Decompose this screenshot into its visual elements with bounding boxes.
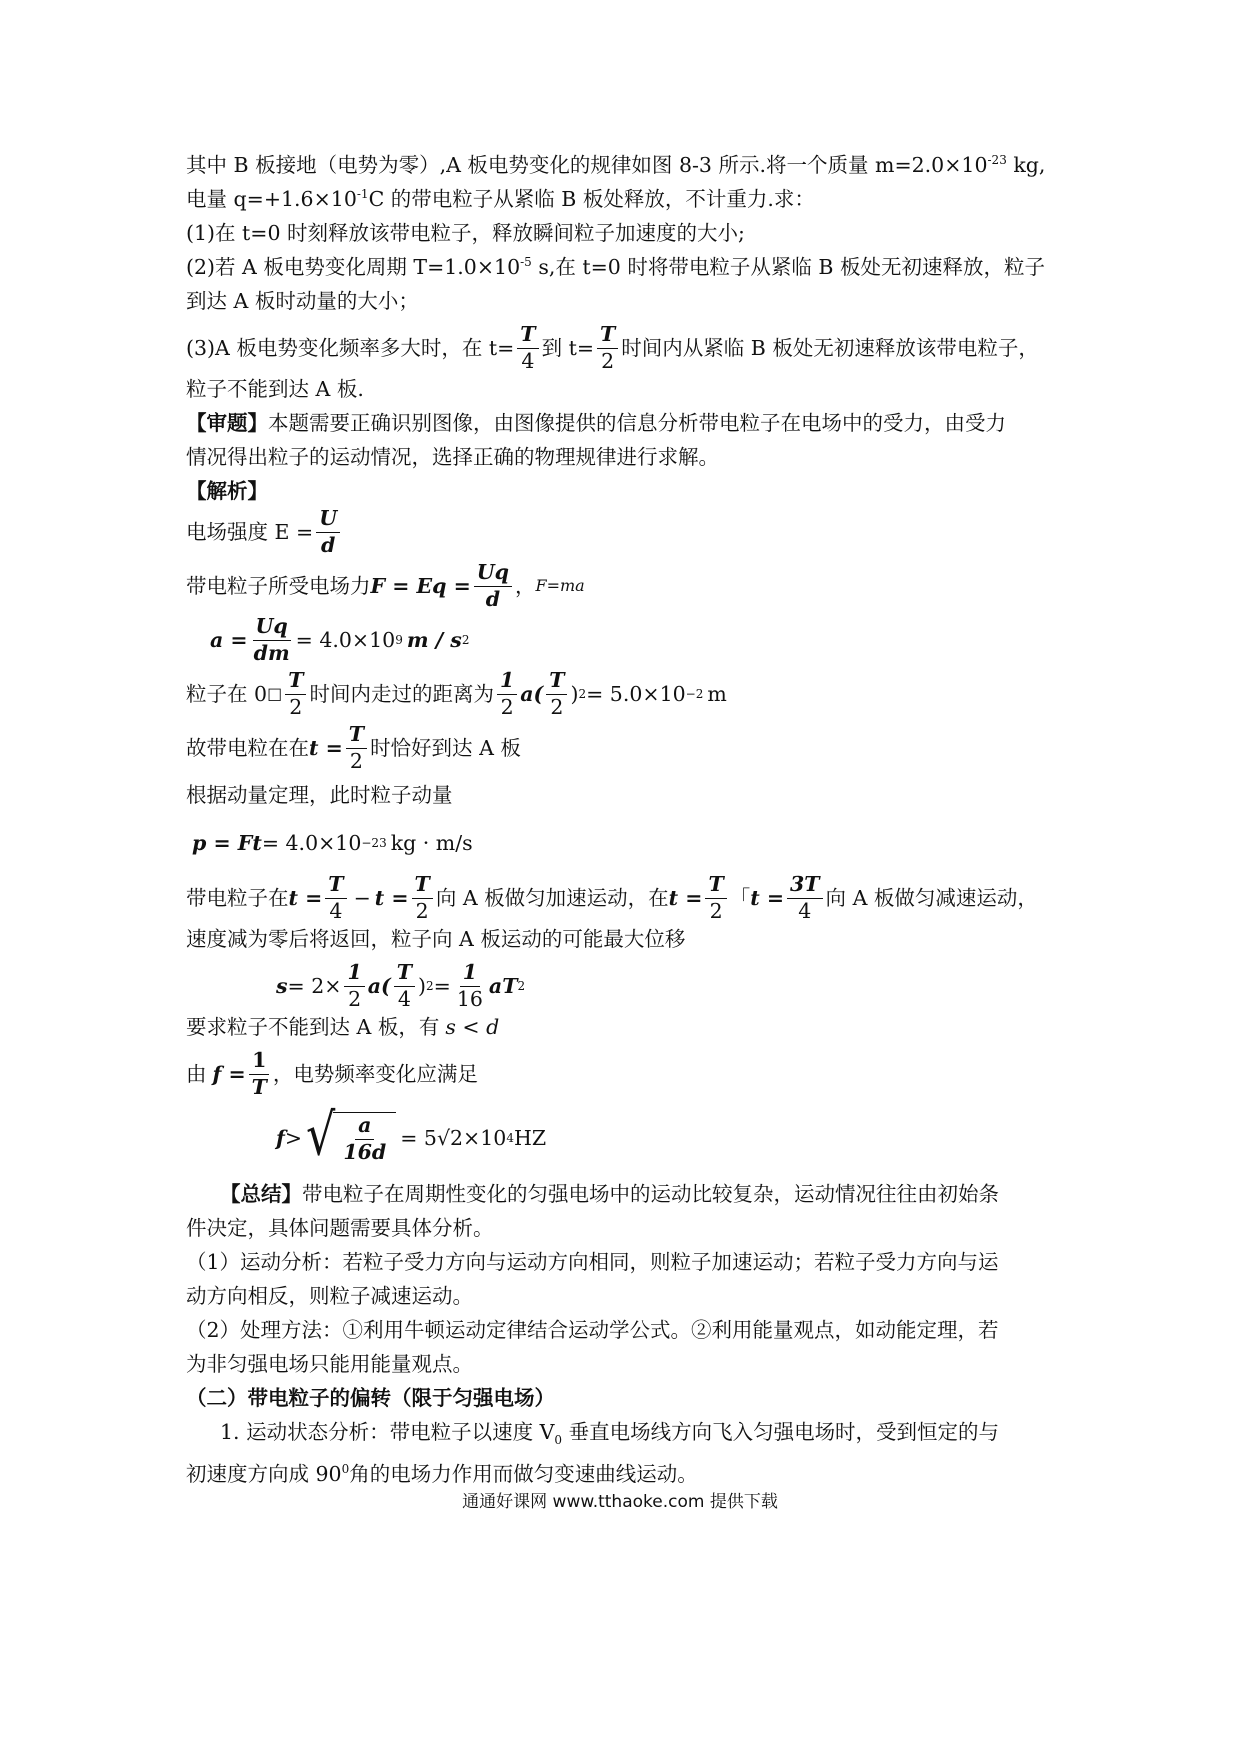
text: 电量 q=+1.6×10 (186, 187, 357, 211)
zongjie-paragraph (186, 1177, 1056, 1211)
math: t = (750, 886, 785, 911)
summary-point-1: （1）运动分析：若粒子受力方向与运动方向相同，则粒子加速运动；若粒子受力方向与运 (186, 1250, 999, 1275)
numerator: T (517, 324, 538, 349)
denominator: d (320, 532, 336, 557)
text: (2)若 A 板电势变化周期 T=1.0×10 (186, 255, 521, 279)
numerator: 3T (787, 874, 823, 899)
equation-f (186, 1050, 1056, 1098)
text: 电场强度 E = (186, 520, 314, 545)
numerator: U (316, 508, 340, 533)
math: ) (417, 974, 426, 999)
missing-glyph: □ (267, 684, 283, 704)
unit: m (707, 682, 727, 707)
text: = 5.0×10 (586, 682, 686, 707)
text: 到 t= (541, 336, 594, 361)
text: 带电粒子在周期性变化的匀强电场中的运动比较复杂，运动情况往往由初始条 (302, 1182, 999, 1207)
shenti-paragraph-cont: 情况得出粒子的运动情况，选择正确的物理规律进行求解。 (186, 445, 719, 470)
math: t = (309, 736, 343, 761)
text: 本题需要正确识别图像，由图像提供的信息分析带电粒子在电场中的受力，由受力 (268, 411, 1006, 436)
equation-frequency: f > √ $\frac{a}{16d}$ = 5√2×10 4 HZ (276, 1100, 547, 1169)
math: f = (212, 1062, 246, 1087)
math: a( (520, 682, 544, 707)
math: aT (488, 974, 518, 999)
denominator: 2 (349, 748, 363, 773)
question-2 (186, 250, 1056, 284)
numerator: 1 (497, 670, 517, 695)
text: = 5√2×10 (400, 1125, 507, 1150)
denominator: 2 (601, 348, 615, 373)
math: s (276, 974, 288, 999)
fraction (340, 1115, 389, 1163)
denominator: dm (253, 640, 290, 665)
radical-sign: √ (306, 1100, 336, 1169)
denominator: 2 (415, 898, 429, 923)
exponent: -23 (987, 153, 1007, 168)
question-1: (1)在 t=0 时刻释放该带电粒子，释放瞬间粒子加速度的大小; (186, 221, 745, 245)
text: 时恰好到达 A 板 (370, 736, 521, 761)
math: a( (367, 974, 391, 999)
text: s,在 t=0 时将带电粒子从紧临 B 板处无初速释放，粒子 (531, 255, 1045, 279)
text: ，电势频率变化应满足 (272, 1062, 478, 1087)
equation-a: a = $\frac{Uq}{dm}$ = 4.0×10 9 m / s 2 (210, 614, 470, 665)
math: = 2× (287, 974, 342, 999)
math: f (276, 1125, 285, 1150)
equation-t (186, 724, 1056, 772)
math: > (284, 1125, 303, 1150)
numerator: T (394, 962, 415, 987)
fraction (285, 670, 306, 718)
math: t = (668, 886, 703, 911)
denominator: d (485, 586, 501, 611)
fraction (394, 962, 415, 1010)
text: 时间内从紧临 B 板处无初速释放该带电粒子， (621, 336, 1039, 361)
denominator: 16 (456, 986, 483, 1011)
math: t = (288, 886, 323, 911)
text: 垂直电场线方向飞入匀强电场时，受到恒定的与 (562, 1420, 1000, 1445)
subscript: 0 (554, 1433, 563, 1448)
text: = 4.0×10 (295, 628, 396, 653)
text: kg, (1006, 153, 1046, 177)
numerator: T (546, 670, 567, 695)
fraction (497, 670, 517, 718)
text: 故带电粒在在 (186, 736, 309, 761)
denominator: 4 (397, 986, 411, 1011)
numerator: a (355, 1115, 374, 1140)
numerator: T (346, 724, 367, 749)
text: 其中 B 板接地（电势为零）,A 板电势变化的规律如图 8-3 所示.将一个质量 m=2.0×10 (186, 153, 988, 177)
summary-point-1-cont: 动方向相反，则粒子减速运动。 (186, 1284, 473, 1309)
text: 1. 运动状态分析：带电粒子以速度 V (220, 1420, 555, 1445)
requirement-line (186, 1010, 1056, 1044)
denominator: T (251, 1074, 267, 1099)
numerator: T (597, 324, 618, 349)
page-footer: 通通好课网 www.tthaoke.com 提供下载 (462, 1492, 778, 1512)
fraction (705, 874, 726, 922)
denominator: 4 (521, 348, 535, 373)
math: s < d (445, 1015, 500, 1040)
math: t = (374, 886, 409, 911)
momentum-intro: 根据动量定理，此时粒子动量 (186, 783, 453, 808)
jiexi-label: 【解析】 (186, 479, 268, 504)
fraction (546, 670, 567, 718)
math: = (433, 974, 451, 999)
math: ) (570, 682, 579, 707)
exponent: -1 (356, 187, 369, 202)
text: (3)A 板电势变化频率多大时，在 t= (186, 336, 515, 361)
text: 粒子在 0 (186, 682, 268, 707)
numerator: 1 (344, 962, 364, 987)
fraction (597, 324, 618, 372)
fraction (787, 874, 823, 922)
equation-distance: 粒子在 0 □ $\frac{T}{2}$ 时间内走过的距离为 $\frac{1}{2}$ a( $\frac{T}{2}$ ) 2 = 5.0×10 −2 m (186, 668, 727, 719)
shenti-paragraph (186, 406, 1056, 440)
text: 时间内走过的距离为 (309, 682, 494, 707)
fraction (249, 1050, 270, 1098)
section-heading: （二）带电粒子的偏转（限于匀强电场） (186, 1386, 555, 1411)
text: 初速度方向成 90 (186, 1462, 342, 1487)
numerator: Uq (474, 562, 512, 587)
unit: kg · m/s (390, 831, 473, 856)
section-paragraph (186, 1415, 1056, 1457)
motion-description (186, 874, 1056, 922)
exponent: 0 (341, 1462, 350, 1477)
numerator: 1 (249, 1050, 269, 1075)
fraction (316, 508, 340, 556)
numerator: T (412, 874, 433, 899)
motion-description-cont: 速度减为零后将返回，粒子向 A 板运动的可能最大位移 (186, 927, 686, 952)
denominator: 2 (289, 694, 303, 719)
shenti-label: 【审题】 (186, 411, 268, 436)
question-3-cont: 粒子不能到达 A 板. (186, 377, 364, 402)
summary-point-2-cont: 为非匀强电场只能用能量观点。 (186, 1352, 473, 1377)
zongjie-paragraph-cont: 件决定，具体问题需要具体分析。 (186, 1216, 494, 1241)
fraction (454, 962, 486, 1010)
denominator: 16d (343, 1139, 387, 1164)
problem-line-1 (186, 148, 1056, 182)
radicand (333, 1112, 396, 1163)
fraction (251, 616, 293, 664)
math: 「 (729, 886, 751, 911)
document-body (186, 148, 1056, 1491)
numerator: 1 (460, 962, 480, 987)
equation-p: p = Ft = 4.0×10 −23 kg · m/s (186, 826, 1056, 860)
text: = 4.0×10 (261, 831, 362, 856)
numerator: T (285, 670, 306, 695)
text: 要求粒子不能到达 A 板，有 (186, 1015, 440, 1040)
text: 由 (186, 1062, 207, 1087)
text: C 的带电粒子从紧临 B 板处释放，不计重力.求： (368, 187, 815, 211)
zongjie-label: 【总结】 (220, 1182, 302, 1207)
math: a = (210, 628, 248, 653)
text: 带电粒子所受电场力 (186, 574, 371, 599)
exponent: -5 (520, 255, 532, 270)
text: 向 A 板做匀加速运动，在 (435, 886, 669, 911)
equation-s: s = 2× $\frac{1}{2}$ a( $\frac{T}{4}$ ) 2 = $\frac{1}{16}$ aT 2 (276, 960, 526, 1011)
problem-line-2 (186, 182, 1056, 216)
numerator: Uq (253, 616, 291, 641)
equation-F (186, 562, 1056, 610)
math: − (353, 886, 371, 911)
denominator: 2 (709, 898, 723, 923)
denominator: 2 (550, 694, 564, 719)
unit: m / s (406, 628, 462, 653)
text: 向 A 板做匀减速运动， (825, 886, 1038, 911)
question-3 (186, 324, 1056, 372)
denominator: 4 (329, 898, 343, 923)
fraction (346, 724, 367, 772)
numerator: T (325, 874, 346, 899)
unit: HZ (513, 1125, 547, 1150)
fraction (325, 874, 346, 922)
text: ， (515, 574, 536, 599)
fraction (517, 324, 538, 372)
math: F = Eq = (370, 574, 471, 599)
math: F=ma (535, 576, 585, 596)
square-root (306, 1100, 396, 1169)
denominator: 2 (348, 986, 362, 1011)
denominator: 4 (798, 898, 812, 923)
fraction (412, 874, 433, 922)
equation-E (186, 508, 1056, 556)
text: 带电粒子在 (186, 886, 289, 911)
math: p = Ft (192, 831, 262, 856)
denominator: 2 (500, 694, 514, 719)
numerator: T (705, 874, 726, 899)
fraction (474, 562, 512, 610)
text: 角的电场力作用而做匀变速曲线运动。 (349, 1462, 698, 1487)
fraction (344, 962, 364, 1010)
question-2-cont: 到达 A 板时动量的大小； (186, 289, 419, 313)
summary-point-2: （2）处理方法：①利用牛顿运动定律结合运动学公式。②利用能量观点，如动能定理，若 (186, 1318, 999, 1343)
